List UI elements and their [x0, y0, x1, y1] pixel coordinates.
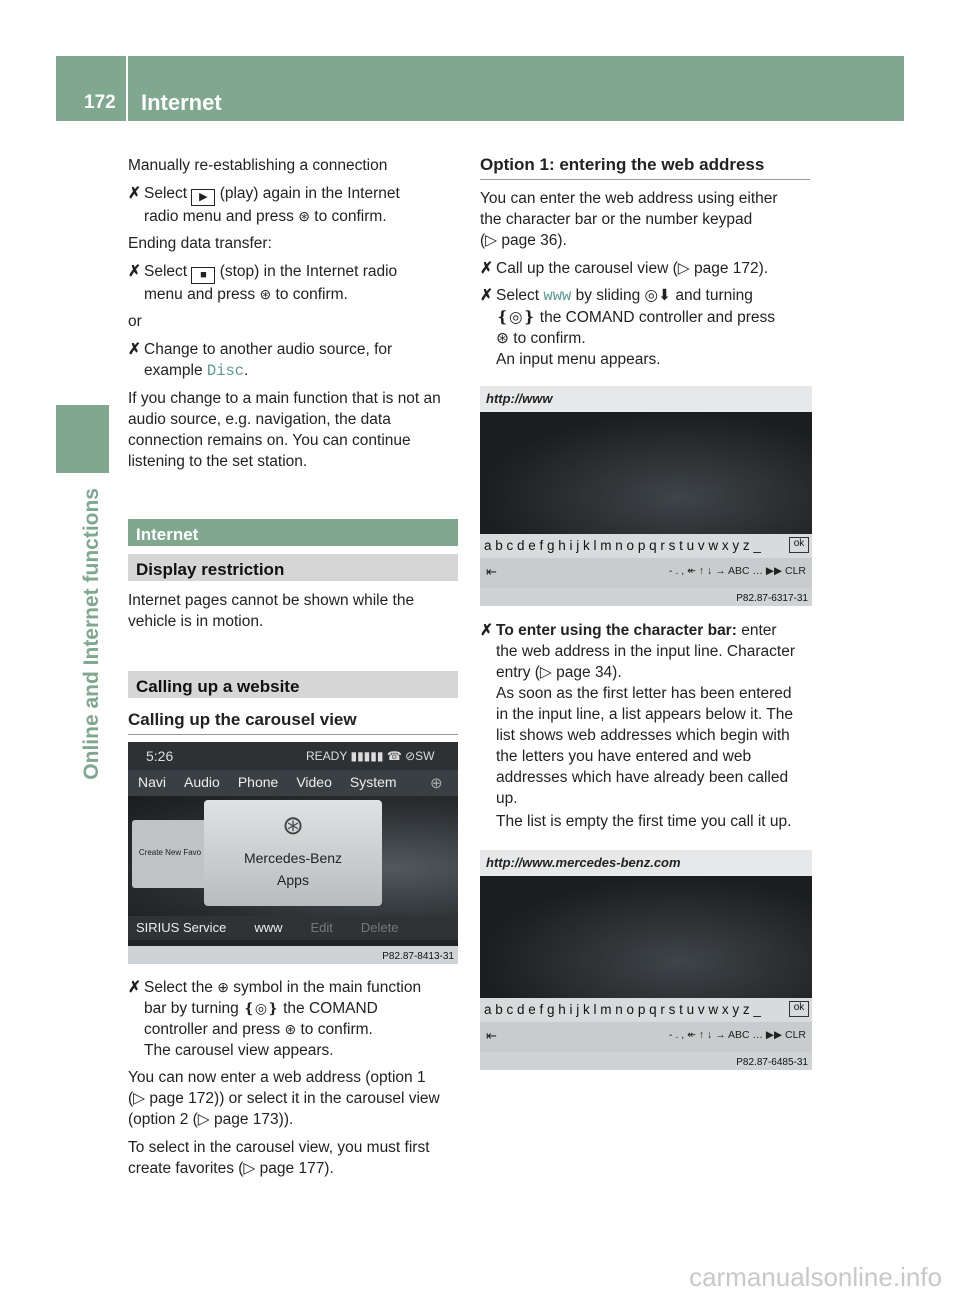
menu-item-www: www	[543, 287, 572, 305]
text: list shows web addresses which begin with	[496, 727, 790, 744]
apps-card[interactable]	[204, 800, 382, 906]
instruction-step	[128, 183, 460, 227]
ok-button[interactable]: ok	[789, 1001, 809, 1017]
line: (▷ page 172)) or select it in the carousel view	[128, 1090, 440, 1107]
globe-symbol-icon: ⊕	[217, 979, 229, 995]
subheading-option1: Option 1: entering the web address	[480, 155, 810, 180]
delete-button[interactable]: Delete	[360, 920, 399, 935]
input-menu-screenshot	[480, 386, 812, 606]
card-label: Create New Favo	[138, 848, 202, 857]
press-controller-icon: ⊛	[284, 1021, 297, 1037]
character-list: a b c d e f g h i j k l m n o p q r s t u v w x y z _	[484, 538, 761, 553]
menu-item-disc: Disc	[206, 362, 245, 380]
text: in the input line, a list appears below it. The	[496, 706, 793, 723]
figure-caption: P82.87-6485-31	[736, 1057, 808, 1068]
text: radio menu and press	[144, 208, 299, 225]
menu-video[interactable]: Video	[296, 774, 332, 790]
text: .	[244, 362, 249, 379]
line: connection remains on. You can continue	[128, 432, 411, 449]
url-text: http://www	[486, 391, 553, 406]
line: audio source, e.g. navigation, the data	[128, 411, 391, 428]
turn-controller-icon: ❴◎❵	[243, 1000, 279, 1016]
card-title: Mercedes-Benz	[243, 850, 343, 866]
figure-caption: P82.87-6317-31	[736, 593, 808, 604]
line: the character bar or the number keypad	[480, 211, 753, 228]
step-arrow-icon: ✗	[128, 979, 141, 996]
line: You can now enter a web address (option 1	[128, 1069, 426, 1086]
text: bar by turning	[144, 1000, 244, 1017]
text: entry (▷ page 34).	[496, 664, 622, 681]
text: To enter using the character bar:	[496, 622, 737, 639]
sirius-service-button[interactable]: SIRIUS Service	[136, 920, 227, 935]
text: the letters you have entered and web	[496, 748, 752, 765]
text: controller and press	[144, 1021, 285, 1038]
watermark: carmanualsonline.info	[689, 1262, 942, 1292]
step-arrow-icon: ✗	[128, 341, 141, 358]
function-keys[interactable]: - . , ↞ ↑ ↓ → ABC … ▶▶ CLR	[669, 565, 806, 577]
bottom-menu	[136, 920, 398, 935]
figure-caption: P82.87-8413-31	[382, 951, 454, 962]
text: (play) again in the Internet	[215, 185, 400, 202]
paragraph	[128, 1067, 460, 1130]
line: To select in the carousel view, you must first	[128, 1139, 430, 1156]
paragraph: or	[128, 313, 142, 330]
text: to confirm.	[296, 1021, 373, 1038]
text: (stop) in the Internet radio	[215, 263, 398, 280]
line: (▷ page 36).	[480, 232, 567, 249]
text: Call up the carousel view (▷ page 172).	[496, 260, 769, 277]
text: addresses which have already been called	[496, 769, 789, 786]
url-text: http://www.mercedes-benz.com	[486, 855, 681, 870]
text: the web address in the input line. Character	[496, 643, 795, 660]
instruction-step	[128, 261, 460, 305]
back-icon[interactable]: ⇤	[486, 564, 497, 579]
globe-background	[480, 876, 812, 998]
left-column	[128, 155, 460, 479]
mercedes-star-icon: ⊛	[282, 810, 304, 840]
line: You can enter the web address using either	[480, 190, 778, 207]
line: create favorites (▷ page 177).	[128, 1160, 334, 1177]
text: ⊛ to confirm.	[496, 330, 586, 347]
paragraph	[128, 590, 460, 632]
text: Select	[496, 287, 544, 304]
line: listening to the set station.	[128, 453, 308, 470]
text: ❴◎❵ the COMAND controller and press	[496, 309, 775, 326]
line: (option 2 (▷ page 173)).	[128, 1111, 294, 1128]
text: menu and press	[144, 286, 260, 303]
edit-button[interactable]: Edit	[310, 920, 333, 935]
menu-system[interactable]: System	[349, 774, 397, 790]
left-column-lower	[128, 977, 460, 1186]
menu-phone[interactable]: Phone	[237, 774, 279, 790]
menu	[138, 774, 397, 790]
text: The carousel view appears.	[144, 1042, 334, 1059]
step-arrow-icon: ✗	[128, 185, 141, 202]
step-arrow-icon: ✗	[128, 263, 141, 280]
instruction-step	[480, 258, 815, 279]
favorite-card[interactable]	[132, 820, 208, 888]
text: example	[144, 362, 207, 379]
section-heading-internet: Internet	[128, 519, 458, 546]
text: Change to another audio source, for	[144, 341, 393, 358]
right-column	[480, 188, 815, 376]
right-column-lower	[480, 620, 815, 838]
subheading-carousel: Calling up the carousel view	[128, 710, 458, 735]
back-icon[interactable]: ⇤	[486, 1028, 497, 1043]
text: enter	[736, 622, 777, 639]
chapter-label: Online and Internet functions	[80, 488, 103, 780]
text: Select the	[144, 979, 218, 996]
globe-background	[480, 412, 812, 534]
header-divider	[126, 56, 128, 121]
step-arrow-icon: ✗	[480, 287, 493, 304]
paragraph	[480, 188, 815, 251]
menu-navi[interactable]: Navi	[138, 774, 167, 790]
line: If you change to a main function that is not an	[128, 390, 441, 407]
instruction-step	[128, 339, 460, 382]
text: Select	[144, 263, 192, 280]
paragraph	[128, 1137, 460, 1179]
text: by sliding ◎⬇ and turning	[571, 287, 753, 304]
paragraph: Ending data transfer:	[128, 235, 272, 252]
paragraph: Manually re-establishing a connection	[128, 157, 388, 174]
section-heading-display-restriction: Display restriction	[128, 554, 458, 581]
character-list: a b c d e f g h i j k l m n o p q r s t u v w x y z _	[484, 1002, 761, 1017]
text: the COMAND	[278, 1000, 378, 1017]
text: to confirm.	[271, 286, 348, 303]
url-list-screenshot	[480, 850, 812, 1070]
card-subtitle: Apps	[277, 872, 309, 888]
press-controller-icon: ⊛	[298, 208, 310, 224]
text: Select	[144, 185, 192, 202]
clock: 5:26	[146, 748, 174, 764]
page-title: Internet	[141, 90, 222, 115]
play-icon: ▶	[191, 189, 215, 206]
www-button[interactable]: www	[254, 920, 283, 935]
carousel-screenshot	[128, 742, 458, 964]
stop-icon: ■	[191, 267, 215, 284]
line: vehicle is in motion.	[128, 613, 264, 630]
text: up.	[496, 790, 518, 807]
instruction-step	[480, 285, 815, 370]
instruction-step	[480, 620, 815, 832]
page-number: 172	[84, 92, 116, 113]
sidebar-tab	[56, 405, 109, 473]
step-arrow-icon: ✗	[480, 622, 493, 639]
line: Internet pages cannot be shown while the	[128, 592, 415, 609]
text: The list is empty the first time you call it up.	[496, 813, 792, 830]
text: to confirm.	[309, 208, 387, 225]
instruction-step	[128, 977, 460, 1061]
text: An input menu appears.	[496, 351, 661, 368]
globe-icon[interactable]: ⊕	[430, 775, 443, 792]
text: symbol in the main function	[228, 979, 422, 996]
ok-button[interactable]: ok	[789, 537, 809, 553]
status-indicators: READY ▮▮▮▮▮ ☎ ⊘SW	[306, 749, 435, 763]
text: As soon as the first letter has been entered	[496, 685, 792, 702]
paragraph	[128, 388, 460, 472]
step-arrow-icon: ✗	[480, 260, 493, 277]
function-keys[interactable]: - . , ↞ ↑ ↓ → ABC … ▶▶ CLR	[669, 1029, 806, 1041]
menu-audio[interactable]: Audio	[184, 774, 220, 790]
section-heading-calling: Calling up a website	[128, 671, 458, 698]
press-controller-icon: ⊛	[259, 286, 272, 302]
